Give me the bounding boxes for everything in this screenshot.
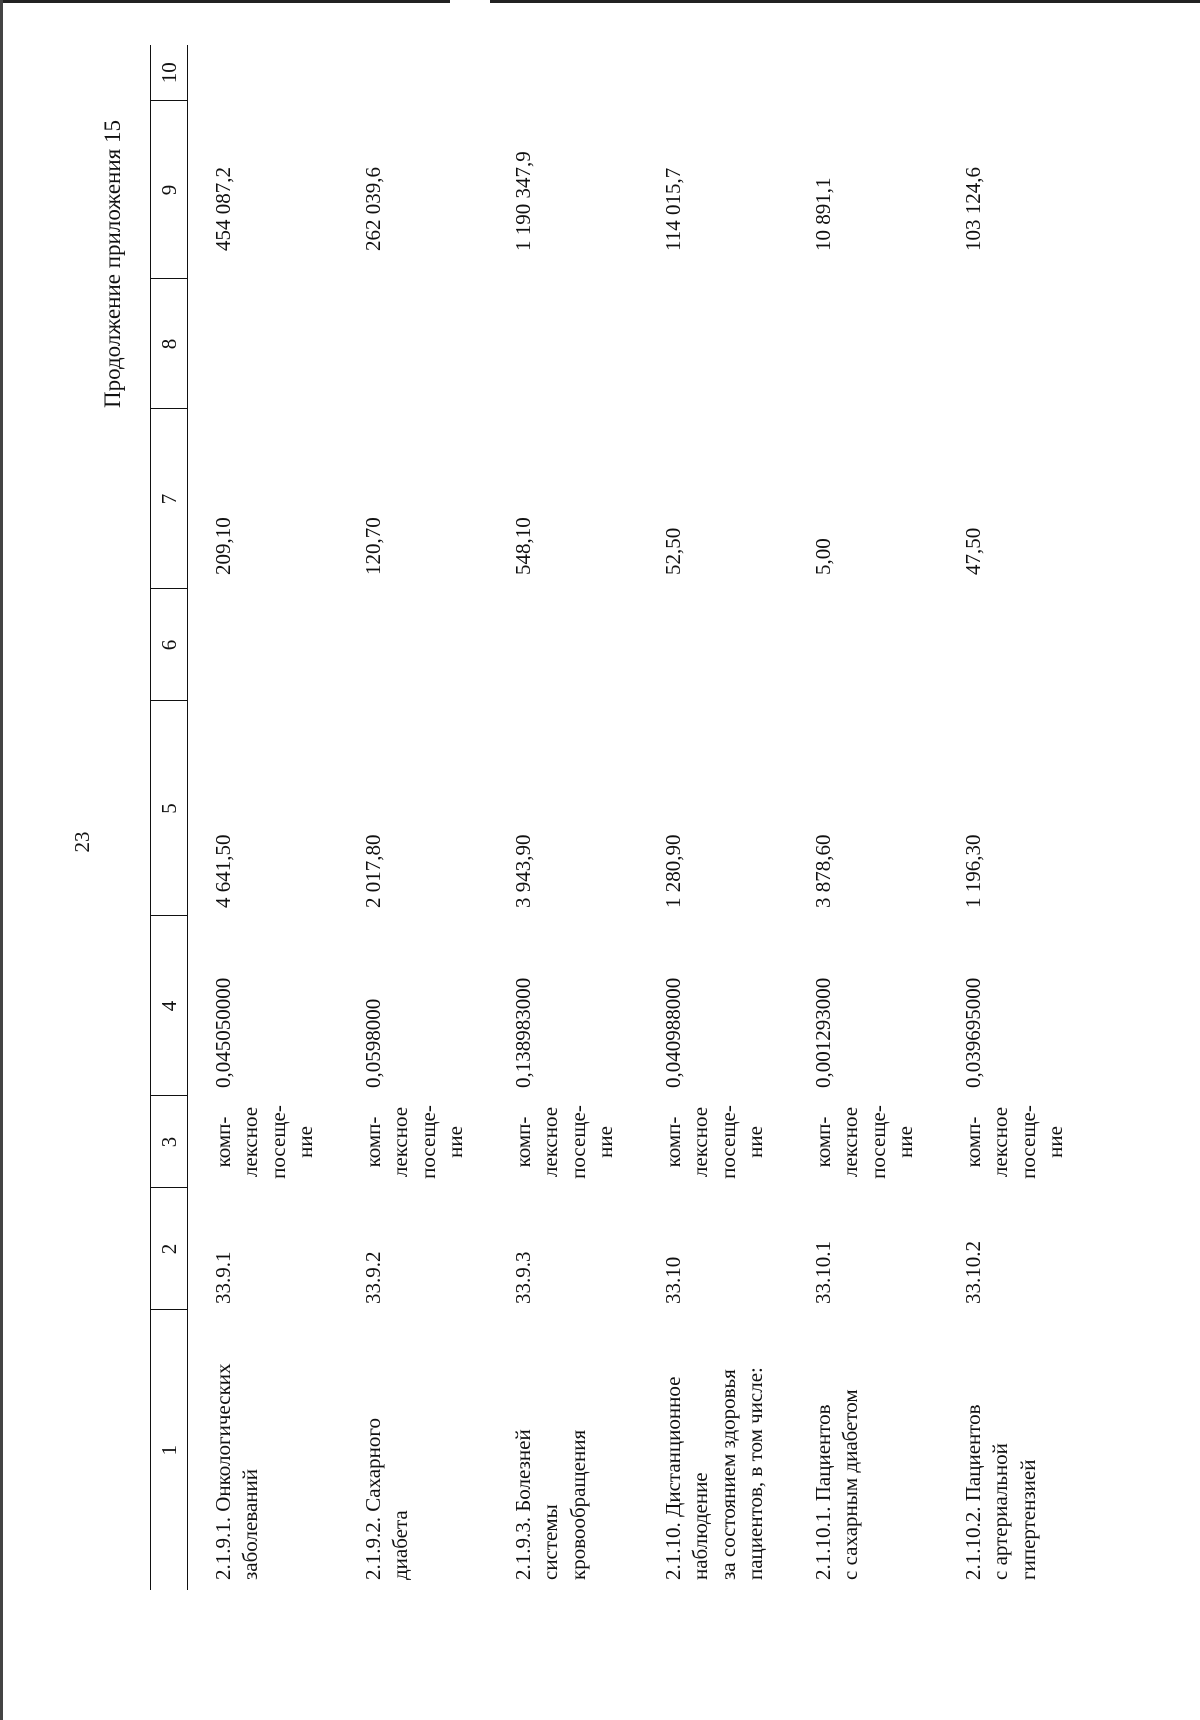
row-name-cell (638, 1310, 788, 1590)
row-value-cell-c4: 0,045050000 (211, 977, 235, 1088)
row-unit-line: лексное (538, 1106, 563, 1178)
row-name-line: наблюдение (688, 1472, 713, 1580)
row-name-line: 2.1.9.2. Сахарного (361, 1418, 385, 1580)
data-table (150, 45, 1088, 1590)
row-unit-cell (488, 1096, 638, 1188)
row-value-cell-c8 (938, 279, 1088, 409)
row-value-cell-c8 (788, 279, 938, 409)
row-value-cell-c5: 1 196,30 (961, 834, 985, 908)
row-unit-line: комп- (811, 1116, 835, 1168)
table-row (338, 45, 488, 1590)
row-unit-line: посеще- (415, 1105, 440, 1179)
row-unit-line: ние (592, 1126, 617, 1158)
row-unit-line: ние (292, 1126, 317, 1158)
row-value-cell-c8 (488, 279, 638, 409)
row-value-cell-c5: 2 017,80 (361, 834, 385, 908)
column-header: 3 (151, 1096, 188, 1188)
row-value-cell-c6 (638, 589, 788, 701)
row-value-cell-c10 (938, 45, 1088, 101)
column-header: 1 (151, 1310, 188, 1590)
column-header: 9 (151, 101, 188, 279)
row-value-cell-c7: 209,10 (211, 517, 235, 575)
row-value-cell-c5: 1 280,90 (661, 834, 685, 908)
row-value-cell-c10 (338, 45, 488, 101)
header-row (151, 45, 188, 1590)
row-value-cell-c6 (338, 589, 488, 701)
row-unit-line: комп- (361, 1116, 385, 1168)
row-value-cell-c9: 114 015,7 (661, 167, 685, 251)
table-row (638, 45, 788, 1590)
row-value-cell-c4: 0,001293000 (811, 977, 835, 1088)
row-unit-line: комп- (511, 1116, 535, 1168)
row-unit-line: лексное (238, 1106, 263, 1178)
row-code-cell: 33.9.3 (511, 1251, 535, 1304)
row-name-line: 2.1.10. Дистанционное (661, 1376, 685, 1580)
row-value-cell-c6 (188, 589, 339, 701)
row-value-cell-c8 (188, 279, 339, 409)
table-row (938, 45, 1088, 1590)
table-row (188, 45, 339, 1590)
row-code-cell: 33.10.2 (961, 1241, 985, 1304)
row-unit-line: ние (1042, 1126, 1067, 1158)
row-value-cell-c7: 120,70 (361, 517, 385, 575)
row-value-cell-c7: 52,50 (661, 527, 685, 575)
row-unit-cell (938, 1096, 1088, 1188)
row-name-line: с артериальной (988, 1443, 1013, 1580)
row-value-cell-c4: 0,0598000 (361, 998, 385, 1088)
row-unit-line: ние (442, 1126, 467, 1158)
column-header: 10 (151, 45, 188, 101)
row-unit-line: ние (742, 1126, 767, 1158)
row-value-cell-c9: 262 039,6 (361, 167, 385, 251)
row-value-cell-c5: 3 943,90 (511, 834, 535, 908)
row-unit-line: лексное (388, 1106, 413, 1178)
row-code-cell: 33.10 (661, 1256, 685, 1304)
row-value-cell-c4: 0,039695000 (961, 977, 985, 1088)
row-value-cell-c6 (788, 589, 938, 701)
continuation-label: Продолжение приложения 15 (100, 120, 125, 408)
row-unit-line: лексное (988, 1106, 1013, 1178)
row-value-cell-c9: 10 891,1 (811, 177, 835, 251)
row-name-line: заболеваний (238, 1469, 263, 1580)
row-unit-cell (188, 1096, 339, 1188)
row-value-cell-c5: 4 641,50 (211, 834, 235, 908)
row-name-line: 2.1.10.2. Пациентов (961, 1404, 985, 1580)
row-unit-line: комп- (211, 1116, 235, 1168)
row-unit-line: посеще- (715, 1105, 740, 1179)
row-value-cell-c5: 3 878,60 (811, 834, 835, 908)
table-row (788, 45, 938, 1590)
row-value-cell-c7: 47,50 (961, 527, 985, 575)
row-unit-cell (338, 1096, 488, 1188)
row-name-line: 2.1.10.1. Пациентов (811, 1404, 835, 1580)
row-unit-line: комп- (661, 1116, 685, 1168)
row-unit-line: ние (892, 1126, 917, 1158)
row-value-cell-c7: 5,00 (811, 538, 835, 575)
row-value-cell-c10 (188, 45, 339, 101)
row-value-cell-c10 (638, 45, 788, 101)
column-header: 2 (151, 1188, 188, 1310)
row-value-cell-c4: 0,138983000 (511, 977, 535, 1088)
row-code-cell: 33.10.1 (811, 1241, 835, 1304)
table-row (488, 45, 638, 1590)
row-value-cell-c6 (488, 589, 638, 701)
column-header: 6 (151, 589, 188, 701)
row-name-line: за состоянием здоровья (715, 1369, 740, 1580)
row-name-line: системы (538, 1504, 563, 1580)
row-unit-line: посеще- (265, 1105, 290, 1179)
row-value-cell-c9: 103 124,6 (961, 167, 985, 251)
row-value-cell-c6 (938, 589, 1088, 701)
row-value-cell-c9: 1 190 347,9 (511, 151, 535, 251)
row-name-line: 2.1.9.3. Болезней (511, 1429, 535, 1580)
row-unit-line: посеще- (1015, 1105, 1040, 1179)
row-value-cell-c8 (638, 279, 788, 409)
row-name-cell (488, 1310, 638, 1590)
row-unit-cell (638, 1096, 788, 1188)
row-value-cell-c4: 0,040988000 (661, 977, 685, 1088)
row-unit-line: лексное (838, 1106, 863, 1178)
row-name-line: кровообращения (565, 1429, 590, 1580)
row-name-line: 2.1.9.1. Онкологических (211, 1363, 235, 1580)
column-header: 4 (151, 916, 188, 1096)
row-value-cell-c9: 454 087,2 (211, 167, 235, 251)
row-name-cell (338, 1310, 488, 1590)
row-unit-cell (788, 1096, 938, 1188)
row-name-line: пациентов, в том числе: (742, 1367, 767, 1580)
row-value-cell-c8 (338, 279, 488, 409)
row-value-cell-c7: 548,10 (511, 517, 535, 575)
row-name-line: с сахарным диабетом (838, 1389, 863, 1580)
table-body (188, 45, 1089, 1590)
column-header: 7 (151, 409, 188, 589)
row-code-cell: 33.9.1 (211, 1251, 235, 1304)
row-name-line: диабета (388, 1510, 413, 1580)
row-name-cell (188, 1310, 339, 1590)
row-unit-line: посеще- (565, 1105, 590, 1179)
column-header: 5 (151, 701, 188, 916)
page-number: 23 (70, 831, 94, 853)
row-value-cell-c10 (788, 45, 938, 101)
row-code-cell: 33.9.2 (361, 1251, 385, 1304)
row-value-cell-c10 (488, 45, 638, 101)
row-unit-line: лексное (688, 1106, 713, 1178)
row-unit-line: комп- (961, 1116, 985, 1168)
column-header: 8 (151, 279, 188, 409)
row-name-line: гипертензией (1015, 1459, 1040, 1580)
row-unit-line: посеще- (865, 1105, 890, 1179)
row-name-cell (938, 1310, 1088, 1590)
row-name-cell (788, 1310, 938, 1590)
